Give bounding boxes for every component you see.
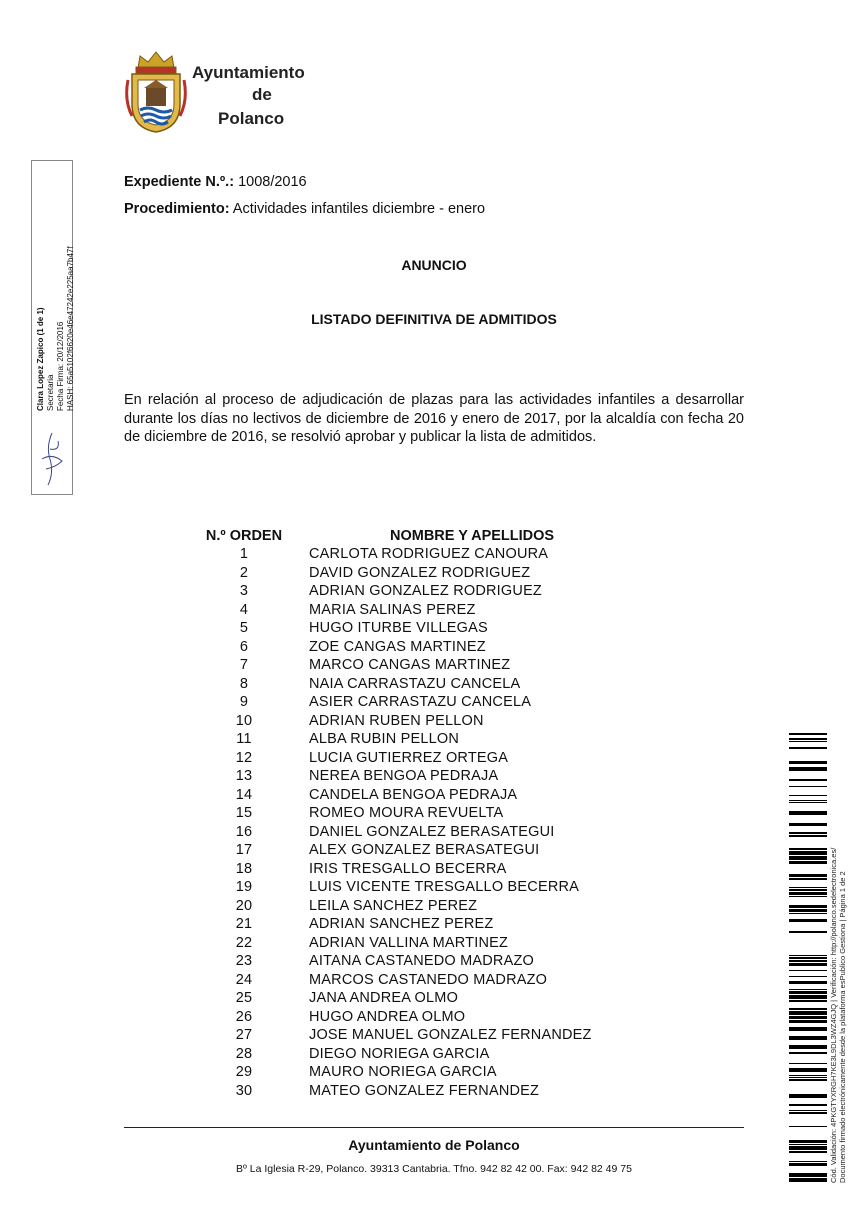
row-name: JANA ANDREA OLMO xyxy=(309,990,459,1006)
row-name: ADRIAN VALLINA MARTINEZ xyxy=(309,934,509,951)
footer-title: Ayuntamiento de Polanco xyxy=(348,1137,520,1153)
row-name: MARIA SALINAS PEREZ xyxy=(309,601,476,618)
table-row xyxy=(200,768,640,787)
row-name: AITANA CASTANEDO MADRAZO xyxy=(309,953,535,969)
row-name: NAIA CARRASTAZU CANCELA xyxy=(309,675,521,692)
row-name: ADRIAN GONZALEZ RODRIGUEZ xyxy=(309,583,542,599)
table-row xyxy=(200,953,640,972)
table-row xyxy=(200,565,640,584)
verification-line-2: Documento firmado electrónicamente desde la plataforma esPublico Gestiona | Página 1 de 2 xyxy=(838,871,847,1183)
row-number: 6 xyxy=(239,638,249,655)
row-number: 8 xyxy=(239,675,249,692)
row-name: ADRIAN SANCHEZ PEREZ xyxy=(309,916,494,932)
table-row xyxy=(200,824,640,843)
row-name: HUGO ITURBE VILLEGAS xyxy=(309,620,488,636)
table-row xyxy=(200,750,640,769)
row-number: 22 xyxy=(235,934,253,951)
municipality-logo xyxy=(124,50,324,134)
row-name: CANDELA BENGOA PEDRAJA xyxy=(309,786,518,803)
expediente-value: 1008/2016 xyxy=(238,174,307,190)
table-row xyxy=(200,935,640,954)
table-row xyxy=(200,546,640,565)
table-row xyxy=(200,805,640,824)
admitted-list xyxy=(200,546,640,1101)
table-row xyxy=(200,583,640,602)
row-name: ALEX GONZALEZ BERASATEGUI xyxy=(309,842,540,858)
row-number: 24 xyxy=(235,971,253,988)
row-number: 1 xyxy=(239,546,249,562)
signature-details xyxy=(36,151,75,411)
verification-line-1: Cód. Validación: 4PKGTYXRGH7KE3L9DL3WZ4GJQ | Verificación: http://polanco.sedelectronica.es/ xyxy=(829,847,838,1183)
column-header-orden: N.º ORDEN xyxy=(205,528,283,544)
row-number: 10 xyxy=(235,712,253,729)
intro-paragraph: En relación al proceso de adjudicación de plazas para las actividades infantiles a desarrollar durante los días no lectivos de diciembre de 2016 y enero de 2017, por la alcaldía con fecha 20 de diciembre de 2016, se resolvió aprobar y publicar la lista de admitidos. xyxy=(124,392,744,445)
table-row xyxy=(200,1027,640,1046)
handwritten-signature-icon xyxy=(36,429,68,489)
row-name: MARCO CANGAS MARTINEZ xyxy=(309,657,511,673)
row-name: IRIS TRESGALLO BECERRA xyxy=(309,860,507,877)
row-name: DANIEL GONZALEZ BERASATEGUI xyxy=(309,823,555,840)
table-row xyxy=(200,602,640,621)
row-name: ADRIAN RUBEN PELLON xyxy=(309,712,484,729)
signer-role: Secretaria xyxy=(46,374,55,411)
table-row xyxy=(200,990,640,1009)
row-number: 2 xyxy=(239,564,249,581)
row-number: 7 xyxy=(239,657,249,673)
row-number: 11 xyxy=(236,731,252,747)
row-number: 21 xyxy=(235,916,253,932)
table-row xyxy=(200,676,640,695)
row-number: 29 xyxy=(235,1064,253,1080)
row-name: LEILA SANCHEZ PEREZ xyxy=(309,897,478,914)
footer-divider xyxy=(124,1127,744,1128)
procedimiento-label: Procedimiento: xyxy=(124,201,230,217)
table-row xyxy=(200,787,640,806)
row-name: MARCOS CASTANEDO MADRAZO xyxy=(309,971,548,988)
signature-date: Fecha Firma: 20/12/2016 xyxy=(56,321,65,411)
row-name: DAVID GONZALEZ RODRIGUEZ xyxy=(309,564,531,581)
barcode-icon xyxy=(789,733,827,1183)
expediente-label: Expediente N.º.: xyxy=(124,174,235,190)
table-row xyxy=(200,1064,640,1083)
table-row xyxy=(200,898,640,917)
row-number: 14 xyxy=(235,786,253,803)
row-name: LUCIA GUTIERREZ ORTEGA xyxy=(309,749,509,766)
logo-word-ayuntamiento: Ayuntamiento xyxy=(192,63,305,82)
row-number: 9 xyxy=(239,694,249,710)
table-row xyxy=(200,1046,640,1065)
row-number: 3 xyxy=(239,583,249,599)
row-number: 18 xyxy=(235,860,253,877)
row-number: 15 xyxy=(235,805,253,821)
row-number: 27 xyxy=(235,1027,253,1043)
row-name: ASIER CARRASTAZU CANCELA xyxy=(309,694,532,710)
footer-address: Bº La Iglesia R-29, Polanco. 39313 Cantabria. Tfno. 942 82 42 00. Fax: 942 82 49 75 xyxy=(236,1163,632,1175)
row-number: 25 xyxy=(235,990,253,1006)
verification-text xyxy=(829,723,853,1183)
table-row xyxy=(200,916,640,935)
row-number: 5 xyxy=(239,620,249,636)
signature-hash: HASH: 65a5102f6620e46e47242e225aa7b47f xyxy=(66,246,75,411)
row-number: 30 xyxy=(235,1082,253,1099)
row-number: 4 xyxy=(239,601,249,618)
row-name: LUIS VICENTE TRESGALLO BECERRA xyxy=(309,879,580,895)
signature-stamp xyxy=(31,160,73,495)
row-name: CARLOTA RODRIGUEZ CANOURA xyxy=(309,546,549,562)
expediente-line xyxy=(124,174,307,190)
procedimiento-value: Actividades infantiles diciembre - enero xyxy=(232,201,486,217)
column-header-nombre: NOMBRE Y APELLIDOS xyxy=(390,528,555,544)
coat-of-arms-icon xyxy=(124,50,188,134)
row-name: DIEGO NORIEGA GARCIA xyxy=(309,1045,490,1062)
logo-line-3: Polanco xyxy=(218,109,285,128)
row-number: 16 xyxy=(235,823,253,840)
signer-name: Clara Lopez Zapico (1 de 1) xyxy=(36,307,45,411)
row-number: 19 xyxy=(235,879,253,895)
row-name: ALBA RUBIN PELLON xyxy=(309,731,460,747)
row-number: 13 xyxy=(235,768,253,784)
row-name: HUGO ANDREA OLMO xyxy=(309,1008,466,1025)
table-row xyxy=(200,713,640,732)
table-row xyxy=(200,694,640,713)
row-number: 23 xyxy=(235,953,253,969)
document-subtitle: LISTADO DEFINITIVA DE ADMITIDOS xyxy=(311,311,557,327)
table-row xyxy=(200,842,640,861)
table-row xyxy=(200,972,640,991)
table-row xyxy=(200,731,640,750)
row-number: 17 xyxy=(235,842,253,858)
row-name: JOSE MANUEL GONZALEZ FERNANDEZ xyxy=(309,1027,592,1043)
row-name: ROMEO MOURA REVUELTA xyxy=(309,805,504,821)
procedimiento-line xyxy=(124,201,485,217)
row-number: 26 xyxy=(235,1008,253,1025)
row-name: ZOE CANGAS MARTINEZ xyxy=(309,638,486,655)
table-row xyxy=(200,620,640,639)
row-name: MAURO NORIEGA GARCIA xyxy=(309,1064,497,1080)
table-row xyxy=(200,861,640,880)
logo-line-2: de xyxy=(252,85,272,104)
table-row xyxy=(200,1083,640,1102)
table-row xyxy=(200,657,640,676)
table-row xyxy=(200,1009,640,1028)
row-number: 28 xyxy=(235,1045,253,1062)
table-row xyxy=(200,879,640,898)
row-number: 12 xyxy=(235,749,253,766)
row-name: MATEO GONZALEZ FERNANDEZ xyxy=(309,1082,540,1099)
row-name: NEREA BENGOA PEDRAJA xyxy=(309,768,499,784)
table-row xyxy=(200,639,640,658)
document-title: ANUNCIO xyxy=(401,257,467,273)
row-number: 20 xyxy=(235,897,253,914)
logo-line-1 xyxy=(192,58,305,85)
